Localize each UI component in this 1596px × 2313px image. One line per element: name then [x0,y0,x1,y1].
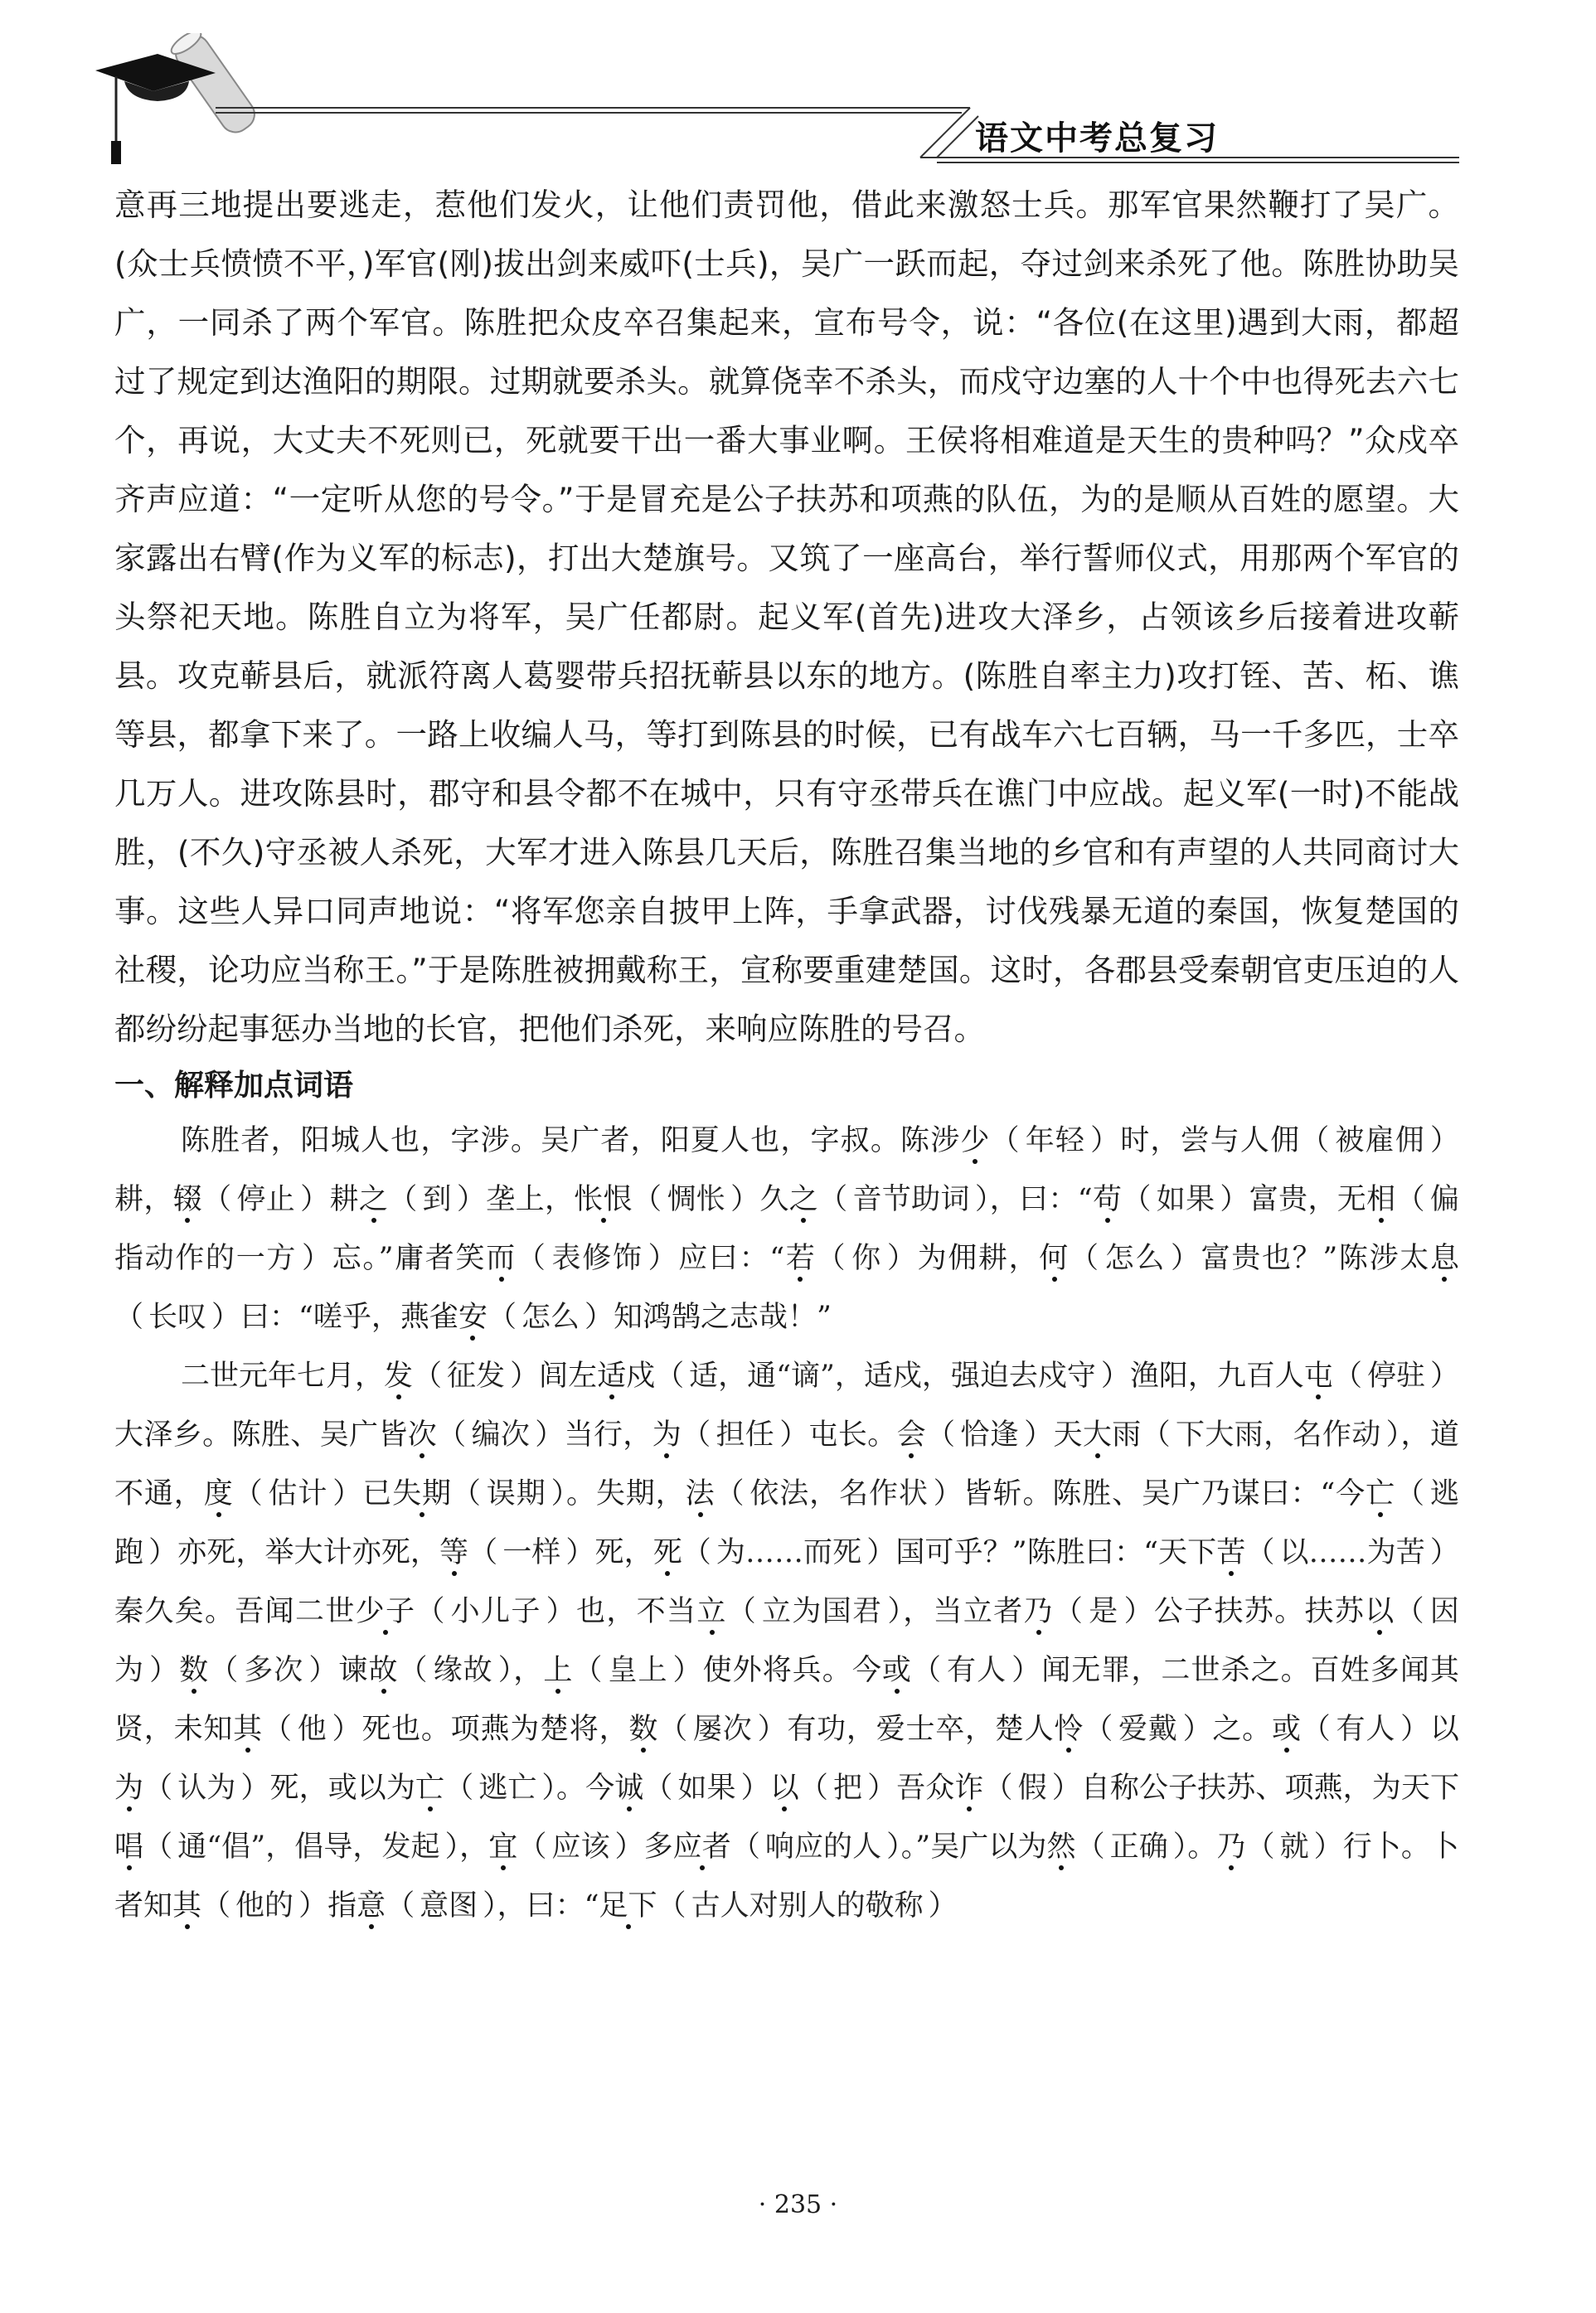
answer-text: 正确 [1109,1831,1168,1864]
text-segment: ）屯长。 [779,1418,897,1452]
text-segment: （ [682,1418,711,1452]
answer-text: 把 [832,1772,863,1805]
answer-text: 假 [1017,1772,1047,1805]
dotted-word: 次 [407,1418,438,1452]
dotted-word: 法 [685,1477,716,1510]
text-segment: （ [143,1831,173,1864]
text-segment: （ [633,1183,662,1216]
text-segment: ），曰：“ [974,1183,1093,1216]
text-segment: （ [990,1124,1021,1157]
dotted-word: 乃 [1216,1831,1246,1864]
answer-text: 被雇佣 [1335,1124,1425,1157]
text-segment: ）国可乎？”陈胜曰：“天下 [866,1536,1217,1569]
text-segment: ）。失期， [551,1477,686,1510]
dotted-word: 苦 [1216,1536,1246,1569]
text-segment: （ [1245,1831,1275,1864]
dotted-word: 亡 [1366,1477,1395,1510]
answer-text: 表修饰 [551,1242,643,1275]
text-segment: （ [1122,1183,1152,1216]
answer-text: 误期 [486,1477,546,1510]
text-segment: （ [233,1477,264,1510]
text-segment: ）耕 [300,1183,359,1216]
dotted-word: 足下 [599,1889,657,1923]
answer-text: 就 [1279,1831,1309,1864]
dotted-word: 若 [784,1242,817,1275]
answer-text: 音节助词 [852,1183,970,1216]
text-segment: （ [114,1301,144,1334]
answer-text: 如果 [1156,1183,1215,1216]
dotted-word: 少子 [355,1595,416,1628]
text-segment: （ [1301,1713,1332,1746]
text-segment: ）皆斩。陈胜、吴广乃谋曰：“今 [933,1477,1366,1510]
dotted-word: 会 [896,1418,927,1452]
answer-text: 响应的人 [764,1831,882,1864]
answer-text: 立为国君 [762,1595,883,1628]
text-segment: （ [1395,1595,1425,1628]
answer-text: 长叹 [148,1301,207,1334]
answer-text: 适，通“谪”，适戍，强迫去戍守 [689,1360,1096,1393]
text-segment: ）时，尝与人佣（ [1090,1124,1331,1157]
text-segment: ）之。 [1182,1713,1272,1746]
text-segment: ）也，不当 [546,1595,697,1628]
text-segment: ）为佣耕， [886,1242,1040,1275]
text-segment: （ [386,1889,415,1923]
exercise-section [114,1112,1459,1936]
text-segment: ） [928,1889,958,1923]
dotted-word: 辍 [172,1183,203,1216]
dotted-word: 或 [1271,1713,1302,1746]
text-segment: （ [798,1772,828,1805]
dotted-word: 失期 [392,1477,452,1510]
dotted-word: 以 [769,1772,799,1805]
text-segment: ）久 [730,1183,789,1216]
answer-text: 应该 [551,1831,610,1864]
text-segment: （ [143,1772,173,1805]
text-segment: ）耕， [114,1124,1459,1216]
text-segment: （ [730,1831,760,1864]
dotted-word: 安 [458,1301,488,1334]
answer-text: 逃亡 [478,1772,537,1805]
text-segment: （ [643,1772,673,1805]
text-segment: （ [388,1183,418,1216]
dotted-word: 诈 [954,1772,984,1805]
dotted-word: 诚 [614,1772,644,1805]
text-segment: ）多 [614,1831,673,1864]
answer-text: 如果 [677,1772,736,1805]
page-header [91,33,1459,174]
text-segment: ），当立者 [887,1595,1024,1628]
text-segment: 陈胜者，阳城人也，字涉。吴广者，阳夏人也，字叔。陈涉 [181,1124,961,1157]
text-segment: （ [1395,1477,1425,1510]
text-segment: ）富贵，无 [1220,1183,1367,1216]
dotted-word: 唱 [114,1831,144,1864]
answer-text: 担任 [716,1418,775,1452]
text-segment: 戍（ [626,1360,685,1393]
section-title: 一、解释加点词语 [114,1069,354,1103]
text-segment: （ [202,1183,232,1216]
dotted-word: 之 [788,1183,819,1216]
text-segment: ）。 [1172,1831,1217,1864]
text-segment: ）死， [565,1536,653,1569]
text-segment: ） [149,1654,180,1687]
answer-text: 通“倡”，倡导，发起 [177,1831,440,1864]
dotted-word: 死 [652,1536,682,1569]
answer-text: 停止 [236,1183,296,1216]
dotted-word: 为 [114,1772,144,1805]
text-segment: ）死也。项燕为楚将， [332,1713,629,1746]
dotted-word: 宜 [488,1831,518,1864]
text-segment: （ [1332,1360,1362,1393]
answer-text: 怎么 [1104,1242,1166,1275]
text-segment: ）渔阳，九百人 [1100,1360,1304,1393]
dotted-word: 之 [358,1183,389,1216]
answer-text: 小儿子 [450,1595,541,1628]
dotted-word: 意 [357,1889,386,1923]
text-segment: （ [201,1889,231,1923]
dotted-word: 苟 [1092,1183,1123,1216]
text-segment: ）， [497,1654,544,1687]
answer-text: 怎么 [521,1301,580,1334]
text-segment: ）谏 [308,1654,369,1687]
answer-text: 你 [851,1242,882,1275]
text-segment: （ [726,1595,758,1628]
answer-text: 认为 [177,1772,236,1805]
text-segment: ）行卜。卜者知 [114,1831,1459,1923]
text-segment: ）知鸿鹄之志哉！” [584,1301,832,1334]
answer-text: 征发 [447,1360,506,1393]
answer-text: 因为 [114,1595,1459,1687]
dotted-word: 少 [960,1124,991,1157]
text-segment: （ [1069,1242,1100,1275]
answer-text: 编次 [471,1418,531,1452]
text-segment: ）， [444,1831,489,1864]
text-segment: （ [262,1713,293,1746]
answer-text: 意图 [420,1889,478,1923]
text-segment: ）死，或以为 [240,1772,415,1805]
text-segment: （ [983,1772,1013,1805]
dotted-word: 亡 [415,1772,445,1805]
text-segment: （ [209,1654,240,1687]
text-segment: 二世元年七月， [181,1360,385,1393]
dotted-word: 其 [233,1713,263,1746]
dotted-word: 适 [597,1360,627,1393]
text-segment: ）当行， [535,1418,652,1452]
text-segment: ）曰：“嗟乎，燕雀 [211,1301,458,1334]
text-segment: （ [573,1654,604,1687]
dotted-word: 或 [881,1654,912,1687]
dotted-word: 其 [172,1889,202,1923]
text-segment: （ [1395,1183,1425,1216]
answer-text: 依法，名作状 [749,1477,929,1510]
dotted-word: 而 [486,1242,517,1275]
text-segment: （ [413,1360,443,1393]
answer-text: 有人 [1336,1713,1396,1746]
graduation-cap-icon [91,33,1459,174]
answer-text: 估计 [268,1477,328,1510]
text-segment: （ [415,1595,446,1628]
text-segment: ）亦死，举大计亦死， [148,1536,440,1569]
answer-text: 逃跑 [114,1477,1459,1569]
dotted-word: 乃 [1023,1595,1054,1628]
dotted-word: 数 [179,1654,210,1687]
text-segment: ）指 [298,1889,357,1923]
text-segment: （ [816,1242,847,1275]
text-segment: ）使外将兵。今 [672,1654,882,1687]
answer-text: 屡次 [692,1713,753,1746]
answer-text: 爱戴 [1118,1713,1178,1746]
text-segment: （ [926,1418,956,1452]
text-segment: ）。今 [541,1772,615,1805]
dotted-word: 故 [368,1654,399,1687]
dotted-word: 怜 [1054,1713,1084,1746]
text-segment: ）有功，爱士卒，楚人 [757,1713,1055,1746]
text-segment: （ [1053,1595,1084,1628]
book-title: 语文中考总复习 [975,119,1219,158]
answer-text: 偏指动作的一方 [114,1183,1459,1275]
text-segment: （ [1075,1831,1105,1864]
text-segment: （ [658,1713,688,1746]
text-segment: （ [1245,1536,1275,1569]
answer-text: 年轻 [1025,1124,1086,1157]
text-segment: ）吾众 [867,1772,955,1805]
dotted-word: 立 [696,1595,727,1628]
answer-text: 一样 [502,1536,561,1569]
answer-text: 缘故 [433,1654,493,1687]
text-segment: ）富贵也？”陈涉太 [1171,1242,1430,1275]
dotted-word: 何 [1039,1242,1070,1275]
dotted-word: 应者 [672,1831,731,1864]
answer-text: 他的 [235,1889,294,1923]
answer-text: 到 [422,1183,452,1216]
text-segment: ）垄上， [456,1183,575,1216]
text-segment: （ [715,1477,745,1510]
text-segment: ），曰：“ [483,1889,599,1923]
translation-paragraph: 意再三地提出要逃走，惹他们发火，让他们责罚他，借此来激怒士兵。那军官果然鞭打了吴广。(众士兵愤愤不平，)军官(刚)拔出剑来威吓(士兵)，吴广一跃而起，夺过剑来杀死了他。陈胜协助吴广，一同杀了两个军官。陈胜把众皮卒召集起来，宣布号令，说：“各位(在这里)遇到大雨，都超过了规定到达渔阳的期限。过期就要杀头。就算侥幸不杀头，而戍守边塞的人十个中也得死去六七个，再说，大丈夫不死则已，死就要干出一番大事业啊。王侯将相难道是天生的贵种吗？”众戍卒齐声应道：“一定听从您的号令。”于是冒充是公子扶苏和项燕的队伍，为的是顺从百姓的愿望。大家露出右臂(作为义军的标志)，打出大楚旗号。又筑了一座高台，举行誓师仪式，用那两个军官的头祭祀天地。陈胜自立为将军，吴广任都尉。起义军(首先)进攻大泽乡，占领该乡后接着进攻蕲县。攻克蕲县后，就派符离人葛婴带兵招抚蕲县以东的地方。(陈胜自率主力)攻打铚、苦、柘、谯等县，都拿下来了。一路上收编人马，等打到陈县的时候，已有战车六七百辆，马一千多匹，士卒几万人。进攻陈县时，郡守和县令都不在城中，只有守丞带兵在谯门中应战。起义军(一时)不能战胜，(不久)守丞被人杀死，大军才进入陈县几天后，陈胜召集当地的乡官和有声望的人共同商讨大事。这些人异口同声地说：“将军您亲自披甲上阵，手拿武器，讨伐残暴无道的秦国，恢复楚国的社稷，论功应当称王。”于是陈胜被拥戴称王，宣称要重建楚国。这时，各郡县受秦朝官吏压迫的人都纷纷起事惩办当地的长官，把他们杀死，来响应陈胜的号召。 [114,187,1459,1047]
text-segment: ）自称公子扶苏、项燕，为天下 [1051,1772,1459,1805]
answer-text: 多次 [244,1654,304,1687]
answer-text: 以……为苦 [1279,1536,1425,1569]
text-segment: （ [468,1536,498,1569]
answer-text: 他 [297,1713,327,1746]
text-segment: ）大泽乡。陈胜、吴广皆 [114,1360,1459,1452]
text-segment: ）忘。”庸者笑 [302,1242,487,1275]
page-content [114,176,1459,1936]
dotted-word: 相 [1366,1183,1396,1216]
text-segment: ）秦久矣。吾闻二世 [114,1536,1459,1628]
text-segment: （ [1141,1418,1172,1452]
dotted-word: 发 [384,1360,414,1393]
dotted-word: 度 [203,1477,234,1510]
text-segment: ），道不通， [114,1418,1459,1510]
answer-text: 有人 [947,1654,1007,1687]
text-segment: ）公子扶苏。扶苏 [1123,1595,1366,1628]
answer-text: 古人对别人的敬称 [691,1889,924,1923]
dotted-word: 然 [1046,1831,1076,1864]
text-segment: （ [1084,1713,1114,1746]
text-segment: （ [657,1889,686,1923]
answer-text: 下大雨，名作动 [1176,1418,1381,1452]
text-segment: （ [451,1477,482,1510]
answer-text: 惆怅 [667,1183,726,1216]
text-segment: ）已 [332,1477,393,1510]
dotted-word: 上 [543,1654,574,1687]
dotted-word: 息 [1429,1242,1459,1275]
dotted-word: 天大雨 [1053,1418,1142,1452]
answer-text: 恰逢 [960,1418,1020,1452]
text-segment: ）。”吴广以为 [886,1831,1047,1864]
exercise-paragraph [114,1347,1459,1936]
dotted-word: 以 [1365,1595,1395,1628]
text-segment: （ [911,1654,943,1687]
dotted-word: 等 [439,1536,469,1569]
dotted-word: 屯 [1303,1360,1333,1393]
page-number: · 235 · [758,2190,838,2219]
text-segment: （ [818,1183,848,1216]
text-segment: （ [444,1772,474,1805]
text-segment: （ [487,1301,517,1334]
text-segment: （ [682,1536,711,1569]
answer-text: 停驻 [1366,1360,1425,1393]
dotted-word: 数 [628,1713,659,1746]
text-segment: ）以 [1400,1713,1459,1746]
dotted-word: 为 [652,1418,682,1452]
text-segment: （ [437,1418,467,1452]
dotted-word: 怅恨 [574,1183,633,1216]
text-segment: ）闻无罪，二世杀之。百姓多闻其贤，未知 [114,1654,1459,1746]
answer-text: 皇上 [608,1654,668,1687]
text-segment: （ [516,1242,547,1275]
text-segment: （ [398,1654,429,1687]
answer-text: 为……而死 [716,1536,862,1569]
text-segment: ） [740,1772,770,1805]
answer-text: 是 [1089,1595,1119,1628]
text-segment: ）应曰：“ [648,1242,785,1275]
text-segment: （ [517,1831,547,1864]
text-segment: ） [1024,1418,1054,1452]
exercise-paragraph [114,1112,1459,1347]
text-segment: ）闾左 [510,1360,598,1393]
